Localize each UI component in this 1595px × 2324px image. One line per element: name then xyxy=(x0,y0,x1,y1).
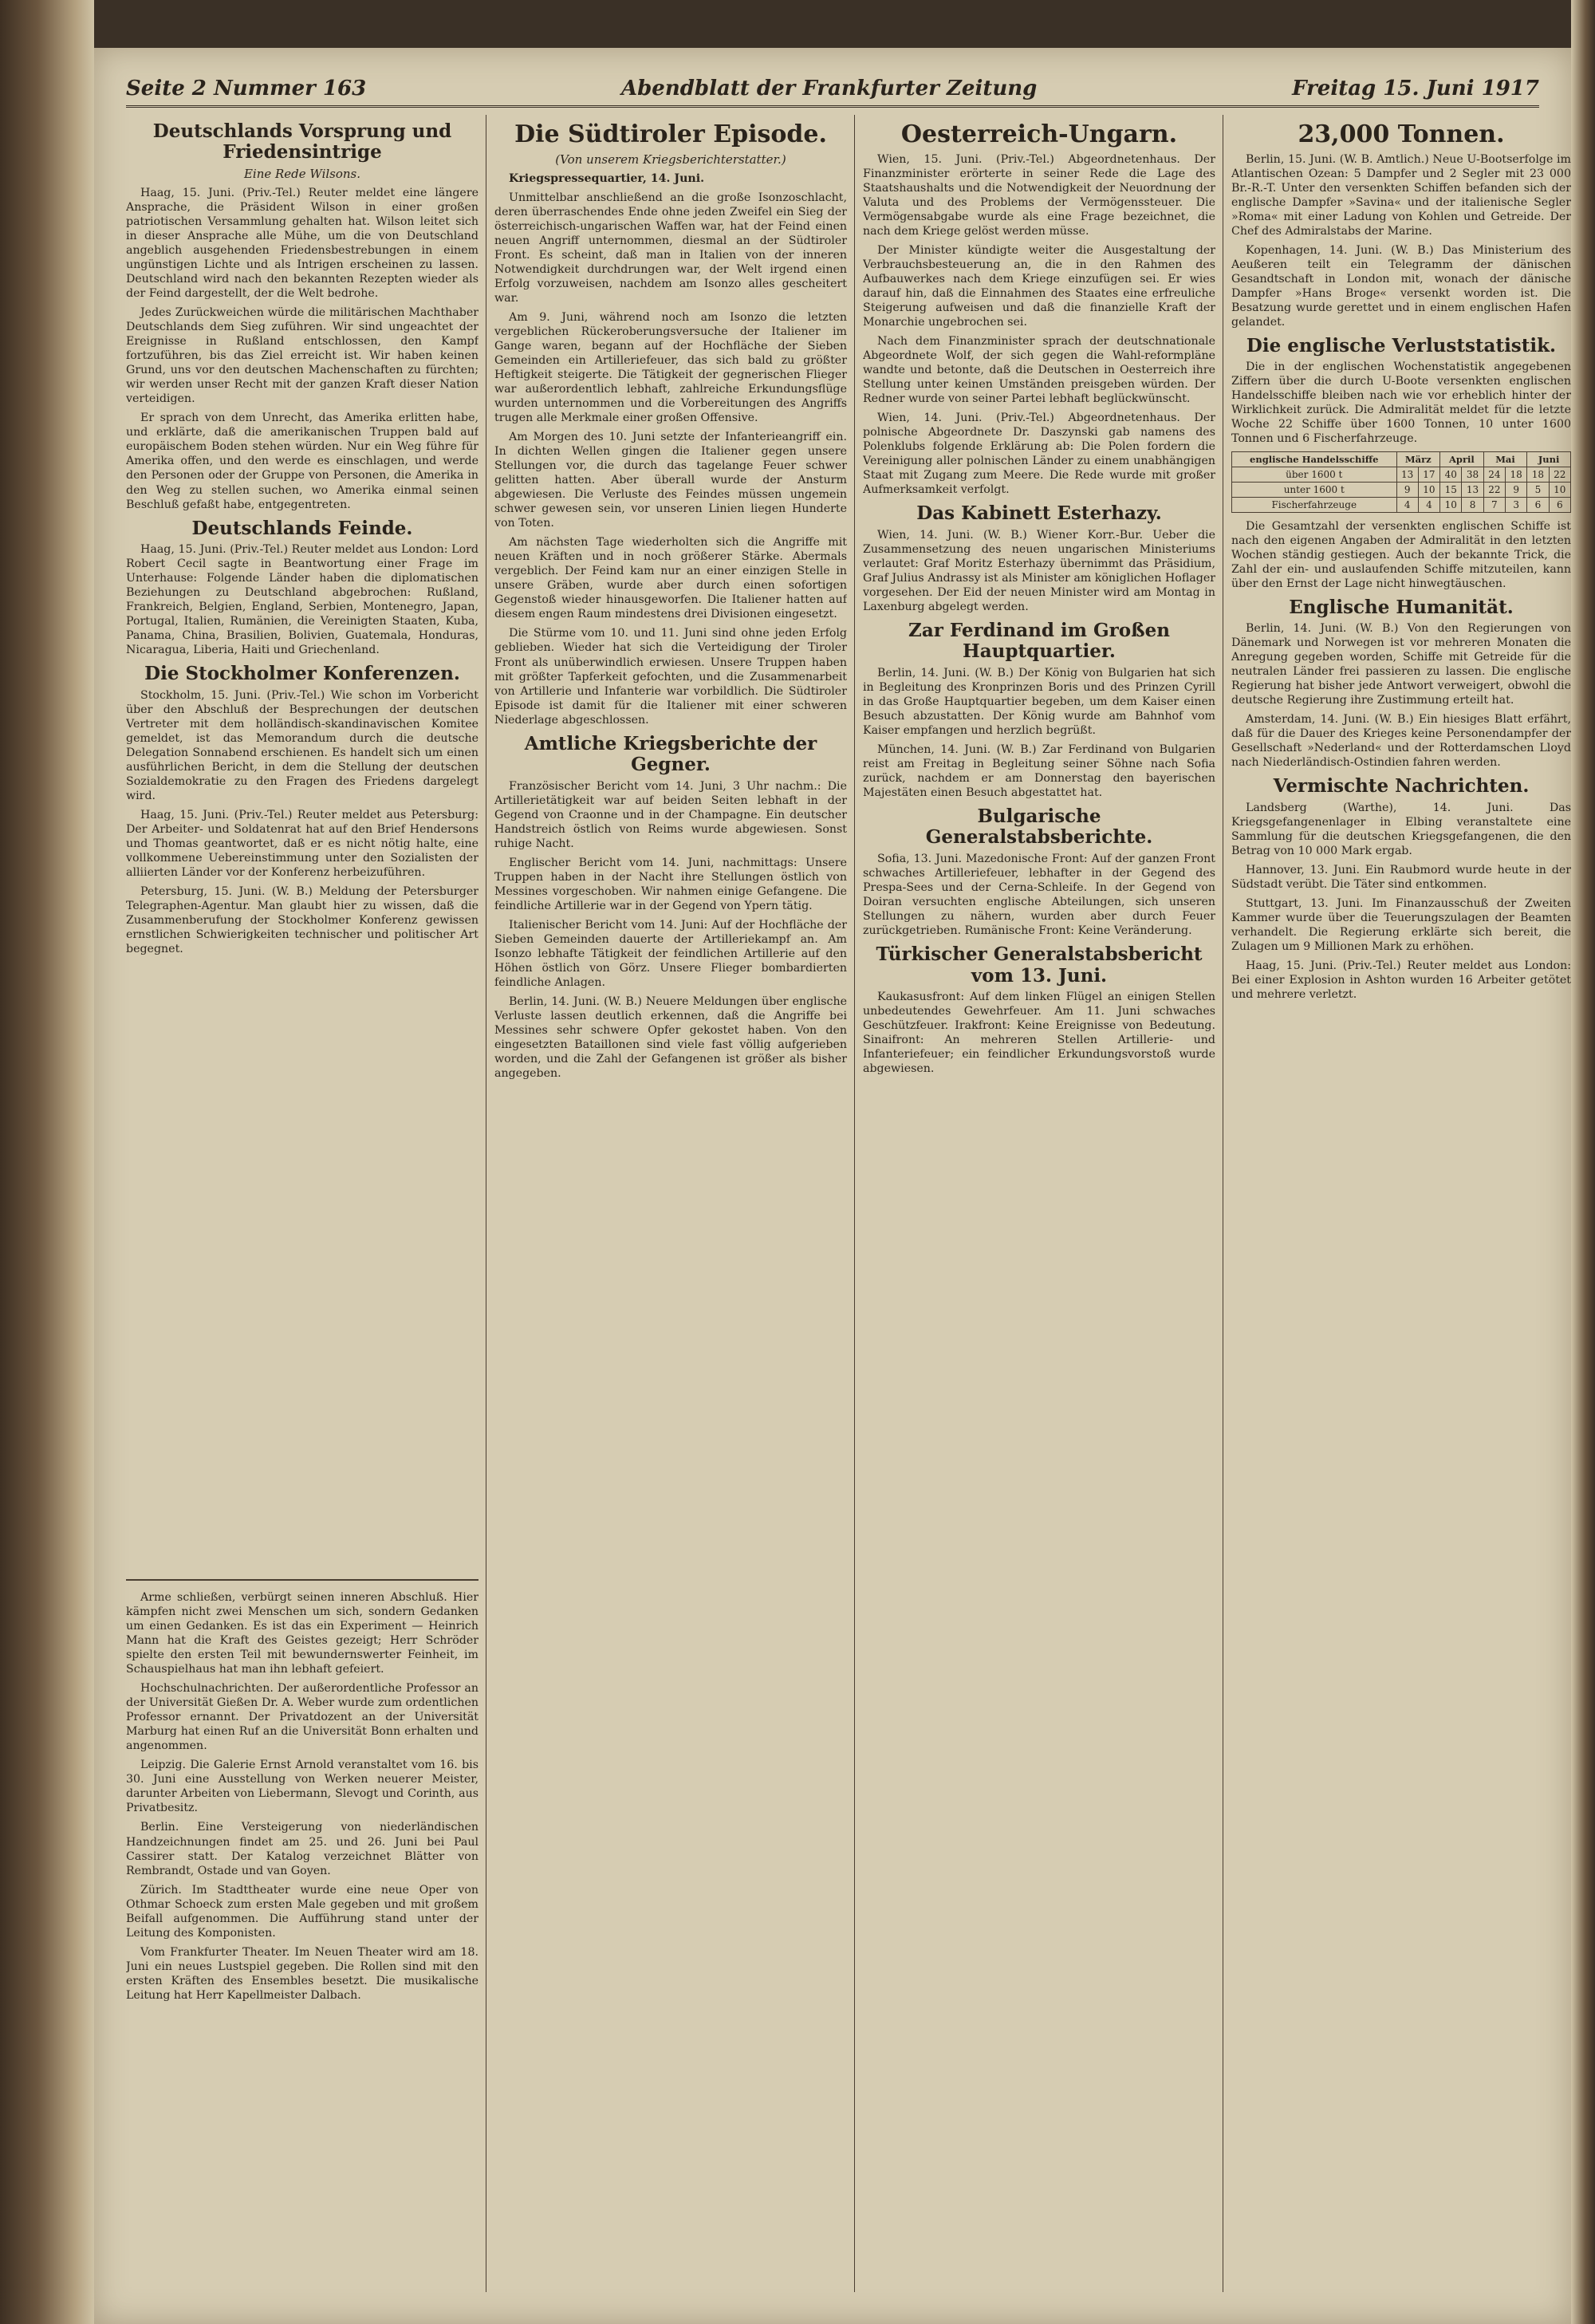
article-paragraph: Italienischer Bericht vom 14. Juni: Auf der Hochfläche der Sieben Gemeinden dauerte der Artilleriekampf an. Am Isonzo lebhafte Tätigkeit der feindlichen Artillerie auf den Höhen östlich von Görz. Unsere Flieger bombardierten feindliche Anlagen. xyxy=(494,918,847,989)
page-edge xyxy=(1571,0,1595,2324)
table-cell: 4 xyxy=(1396,497,1418,512)
headline-humanitaet: Englische Humanität. xyxy=(1289,596,1514,618)
column-3 xyxy=(863,115,1215,2292)
headline-zar: Zar Ferdinand im Großen Hauptquartier. xyxy=(908,619,1170,663)
table-cell: 13 xyxy=(1462,482,1483,497)
table-cell: 40 xyxy=(1440,467,1462,482)
table-cell: 8 xyxy=(1462,497,1483,512)
article-paragraph: Der Minister kündigte weiter die Ausgestaltung der Verbrauchsbesteuerung an, die in den Rahmen des Aufbauwerkes nach dem Kriege einzufügen sei. Er wies darauf hin, daß die Einnahmen des Staates eine erfreuliche Steigerung aufweisen und daß die finanzielle Kraft der Monarchie ungebrochen sei. xyxy=(863,243,1215,329)
table-cell: 7 xyxy=(1483,497,1505,512)
table-cell: 10 xyxy=(1549,482,1570,497)
table-header: englische Handelsschiffe xyxy=(1232,451,1397,467)
article-paragraph: Am nächsten Tage wiederholten sich die Angriffe mit neuen Kräften und in noch größerer Stärke. Abermals vergeblich. Der Feind kam nur an einer einzigen Stelle in unsere Gräben, wurde aber durch einen sofortigen Gegenstoß wieder hinausgeworfen. Die Italiener hatten auf diesem engen Raum mindestens drei Divisionen eingesetzt. xyxy=(494,536,847,621)
article-paragraph: Am Morgen des 10. Juni setzte der Infanterieangriff ein. In dichten Wellen gingen die Italiener gegen unsere Stellungen vor, die durch das tagelange Feuer schwer gelitten hatten. Aber überall wurde der Ansturm abgewiesen. Die Verluste des Feindes müssen ungemein schwer gewesen sein, vor unseren Linien liegen Hunderte von Toten. xyxy=(494,431,847,530)
article-paragraph: Wien, 15. Juni. (Priv.-Tel.) Abgeordnetenhaus. Der Finanzminister erörterte in seiner Rede die Lage des Staatshaushalts und die Notwendigkeit der Neuordnung der Valuta und des Problems der Vermögenssteuer. Die Vermögensabgabe wurde als eine Frage bezeichnet, die nach dem Kriege gelöst werden müsse. xyxy=(863,152,1215,238)
table-cell: 9 xyxy=(1505,482,1526,497)
headline-kabinett: Das Kabinett Esterhazy. xyxy=(916,502,1162,525)
table-cell: 22 xyxy=(1483,482,1505,497)
table-cell: über 1600 t xyxy=(1232,467,1397,482)
article-paragraph: Kopenhagen, 14. Juni. (W. B.) Das Ministerium des Aeußeren teilt ein Telegramm der dänischen Gesandtschaft in London mit, wonach der dänische Dampfer »Hans Broge« versenkt worden ist. Die Besatzung wurde gerettet und in einem englischen Hafen gelandet. xyxy=(1231,243,1571,329)
article-paragraph: Stuttgart, 13. Juni. Im Finanzausschuß der Zweiten Kammer wurde über die Teuerungszulagen der Beamten verhandelt. Die Regierung erklärte sich bereit, die Zulagen um 9 Millionen Mark zu erhöhen. xyxy=(1231,897,1571,954)
table-row xyxy=(1232,497,1571,512)
header-left: Seite 2 Nummer 163 xyxy=(126,77,367,100)
article-paragraph: Nach dem Finanzminister sprach der deutschnationale Abgeordnete Wolf, der sich gegen die Wahl-reformpläne wandte und betonte, daß die Deutschen in Oesterreich ihre Stellung unter keinen Umständen preisgeben würden. Der Redner wurde von seiner Partei lebhaft beglückwünscht. xyxy=(863,334,1215,405)
table-row xyxy=(1232,482,1571,497)
article-paragraph: Am 9. Juni, während noch am Isonzo die letzten vergeblichen Rückeroberungsversuche der Italiener im Gange waren, begann auf der Hochfläche der Sieben Gemeinden ein Artilleriefeuer, das sich bald zu größter Heftigkeit steigerte. Die Tätigkeit der gegnerischen Flieger war außerordentlich lebhaft, zahlreiche Erkundungsflüge wurden unternommen und die Vorbereitungen des Angriffs trugen alle Merkmale einer großen Offensive. xyxy=(494,310,847,424)
article-paragraph: Die Stürme vom 10. und 11. Juni sind ohne jeden Erfolg geblieben. Wieder hat sich die Verteidigung der Tiroler Front als unüberwindlich erwiesen. Unsere Truppen haben mit größter Tapferkeit gefochten, und die Zusammenarbeit von Artillerie und Infanterie war vorbildlich. Die Südtiroler Episode ist damit für die Italiener mit einer schweren Niederlage abgeschlossen. xyxy=(494,627,847,727)
article-paragraph: Unmittelbar anschließend an die große Isonzoschlacht, deren überraschendes Ende ohne jeden Zweifel ein Sieg der österreichisch-ungarischen Waffen war, hat der Feind einen neuen Angriff unternommen, diesmal an der Südtiroler Front. Es scheint, daß man in Italien von der inneren Notwendigkeit durchdrungen war, der Welt irgend einen Erfolg vorzuweisen, nachdem am Isonzo alles gescheitert war. xyxy=(494,191,847,305)
headline-stockholm: Die Stockholmer Konferenzen. xyxy=(144,663,460,685)
article-paragraph: Amsterdam, 14. Juni. (W. B.) Ein hiesiges Blatt erfährt, daß für die Dauer des Krieges keine Personendampfer der Gesellschaft »Nederland« und der Rotterdamschen Lloyd nach Niederländisch-Ostindien fahren werden. xyxy=(1231,713,1571,770)
table-cell: 3 xyxy=(1505,497,1526,512)
article-paragraph: München, 14. Juni. (W. B.) Zar Ferdinand von Bulgarien reist am Freitag in Begleitung seiner Söhne nach Sofia zurück, nachdem er am Donnerstag den bayerischen Majestäten einen Besuch abgestattet hat. xyxy=(863,742,1215,799)
article-paragraph: Haag, 15. Juni. (Priv.-Tel.) Reuter meldet aus London: Bei einer Explosion in Ashton wurden 16 Arbeiter getötet und mehrere verletzt. xyxy=(1231,959,1571,1002)
table-cell: 10 xyxy=(1440,497,1462,512)
table-cell: Fischerfahrzeuge xyxy=(1232,497,1397,512)
table-cell: 6 xyxy=(1527,497,1549,512)
article-paragraph: Er sprach von dem Unrecht, das Amerika erlitten habe, und erklärte, daß die amerikanischen Truppen bald auf europäischem Boden stehen würden. Nur ein Weg führe für Amerika offen, und den werde es einschlagen, und werde den Personen oder der Gruppe von Personen, die Amerika in den Weg zu stellen suchen, wo Amerika einmal seinen Beschluß gefaßt habe, entgegentreten. xyxy=(126,412,478,511)
article-paragraph: Berlin, 14. Juni. (W. B.) Von den Regierungen von Dänemark und Norwegen ist vor mehreren Monaten die Anregung gegeben worden, Schiffe mit Getreide für die neutralen Länder frei passieren zu lassen. Die englische Regierung hat bisher jede Antwort verweigert, obwohl die deutsche Regierung ihre Zustimmung erteilt hat. xyxy=(1231,622,1571,707)
article-paragraph: Vom Frankfurter Theater. Im Neuen Theater wird am 18. Juni ein neues Lustspiel gegeben. Die Rollen sind mit den ersten Kräften des Ensembles besetzt. Die musikalische Leitung hat Herr Kapellmeister Dalbach. xyxy=(126,1945,478,2002)
article-paragraph: Jedes Zurückweichen würde die militärischen Machthaber Deutschlands dem Sieg zuführen. Wir sind ungeachtet der Ereignisse in Rußland entschlossen, den Kampf fortzuführen, bis das Ziel erreicht ist. Wir haben keinen Grund, uns vor den deutschen Machenschaften zu fürchten; wir werden unser Recht mit der ganzen Kraft dieser Nation verteidigen. xyxy=(126,306,478,406)
table-cell: unter 1600 t xyxy=(1232,482,1397,497)
header-center: Abendblatt der Frankfurter Zeitung xyxy=(620,77,1038,100)
headline-bulgarisch: Bulgarische Generalstabsberichte. xyxy=(925,806,1153,849)
article-paragraph: Sofia, 13. Juni. Mazedonische Front: Auf der ganzen Front schwaches Artilleriefeuer, lebhafter in der Gegend des Prespa-Sees und der Cerna-Schleife. In der Gegend von Doiran versuchten englische Abteilungen, sich unseren Stellungen zu nähern, wurden aber durch Feuer zurückgetrieben. Rumänische Front: Keine Veränderung. xyxy=(863,852,1215,938)
headline-feinde: Deutschlands Feinde. xyxy=(191,517,413,539)
subheadline: (Von unserem Kriegsberichterstatter.) xyxy=(555,152,786,167)
newspaper-page xyxy=(94,48,1571,2324)
header-right: Freitag 15. Juni 1917 xyxy=(1292,77,1539,100)
article-paragraph: Berlin, 15. Juni. (W. B. Amtlich.) Neue U-Bootserfolge im Atlantischen Ozean: 5 Dampfer und 2 Segler mit 23 000 Br.-R.-T. Unter den versenkten Schiffen befanden sich der englische Dampfer »Savina« und der italienische Segler »Roma« mit einer Ladung von Kohlen und Getreide. Der Chef des Admiralstabs der Marine. xyxy=(1231,152,1571,238)
table-header: Mai xyxy=(1483,451,1527,467)
article-paragraph: Hannover, 13. Juni. Ein Raubmord wurde heute in der Südstadt verübt. Die Täter sind entkommen. xyxy=(1231,863,1571,891)
article-paragraph: Berlin, 14. Juni. (W. B.) Neuere Meldungen über englische Verluste lassen deutlich erkennen, daß die Angriffe bei Messines sehr schwere Opfer gekostet haben. Von den eingesetzten Bataillonen sind viele fast völlig aufgerieben worden, und die Zahl der Gefangenen ist größer als bisher angegeben. xyxy=(494,995,847,1081)
article-paragraph: Arme schließen, verbürgt seinen inneren Abschluß. Hier kämpfen nicht zwei Menschen um sich, sondern Gedanken um einen Gedanken. Es ist das ein Experiment — Heinrich Mann hat die Kraft des Geistes gezeigt; Herr Schröder spielte den ersten Teil mit bewundernswerter Feinheit, im Schauspielhaus hat man ihn lebhaft gefeiert. xyxy=(126,1591,478,1676)
table-cell: 17 xyxy=(1418,467,1439,482)
table-cell: 18 xyxy=(1527,467,1549,482)
table-cell: 22 xyxy=(1549,467,1570,482)
table-header: Juni xyxy=(1527,451,1571,467)
article-paragraph: Hochschulnachrichten. Der außerordentliche Professor an der Universität Gießen Dr. A. Weber wurde zum ordentlichen Professor ernannt. Der Privatdozent an der Universität Marburg hat einen Ruf an die Universität Bonn erhalten und angenommen. xyxy=(126,1682,478,1753)
table-cell: 4 xyxy=(1418,497,1439,512)
article-paragraph: Haag, 15. Juni. (Priv.-Tel.) Reuter meldet eine längere Ansprache, die Präsident Wilson in einer großen patriotischen Versammlung gehalten hat. Wilson leitet sich in dieser Ansprache alle Mühe, um die von Deutschland angeblich ausgehenden Friedensbestrebungen in einem ungünstigen Lichte und als Intrigen erscheinen zu lassen. Deutschland wird nach den bekannten Rezepten wieder als der Feind dargestellt, der die Welt bedrohe. xyxy=(126,186,478,301)
table-cell: 15 xyxy=(1440,482,1462,497)
headline-suedtirol: Die Südtiroler Episode. xyxy=(514,120,827,148)
article-paragraph: Englischer Bericht vom 14. Juni, nachmittags: Unsere Truppen haben in der Nacht ihre Stellungen östlich von Messines vorgeschoben. Wir nahmen einige Gefangene. Die feindliche Artillerie war in der Gegend von Ypern tätig. xyxy=(494,856,847,912)
article-paragraph: Leipzig. Die Galerie Ernst Arnold veranstaltet vom 16. bis 30. Juni eine Ausstellung von Werken neuerer Meister, darunter Arbeiten von Liebermann, Slevogt und Corinth, aus Privatbesitz. xyxy=(126,1759,478,1815)
article-paragraph: Zürich. Im Stadttheater wurde eine neue Oper von Othmar Schoeck zum ersten Male gegeben und mit großem Beifall aufgenommen. Die Aufführung stand unter der Leitung des Komponisten. xyxy=(126,1883,478,1940)
running-head xyxy=(126,69,1539,108)
column-divider xyxy=(126,1579,478,1581)
loss-table xyxy=(1231,451,1571,513)
table-cell: 9 xyxy=(1396,482,1418,497)
table-row xyxy=(1232,467,1571,482)
headline-oesterreich: Oesterreich-Ungarn. xyxy=(900,120,1178,148)
article-paragraph: Französischer Bericht vom 14. Juni, 3 Uhr nachm.: Die Artillerietätigkeit war auf beiden Seiten lebhaft in der Gegend von Craonne und in der Champagne. Ein deutscher Handstreich östlich von Reims wurde abgewiesen. Sonst ruhige Nacht. xyxy=(494,779,847,850)
article-paragraph: Wien, 14. Juni. (Priv.-Tel.) Abgeordnetenhaus. Der polnische Abgeordnete Dr. Daszynski gab namens des Polenklubs folgende Erklärung ab: Die Polen fordern die Vereinigung aller polnischen Länder zu einem unabhängigen Staat mit Zugang zum Meere. Die Rede wurde mit großer Aufmerksamkeit verfolgt. xyxy=(863,412,1215,497)
article-paragraph: Berlin, 14. Juni. (W. B.) Der König von Bulgarien hat sich in Begleitung des Kronprinzen Boris und des Prinzen Cyrill in das Große Hauptquartier begeben, um dem Kaiser einen Besuch abzustatten. Der König wurde am Bahnhof vom Kaiser empfangen und herzlich begrüßt. xyxy=(863,666,1215,737)
table-cell: 13 xyxy=(1396,467,1418,482)
subheadline: Eine Rede Wilsons. xyxy=(243,166,361,181)
headline-vermischte: Vermischte Nachrichten. xyxy=(1273,775,1530,798)
headline-kriegsberichte: Amtliche Kriegsberichte der Gegner. xyxy=(524,732,817,776)
article-paragraph: Petersburg, 15. Juni. (W. B.) Meldung der Petersburger Telegraphen-Agentur. Man glaubt hier zu wissen, daß die Zusammenberufung der Stockholmer Konferenz gewissen ernstlichen Schwierigkeiten technischer und politischer Art begegnet. xyxy=(126,885,478,956)
article-paragraph: Die in der englischen Wochenstatistik angegebenen Ziffern über die durch U-Boote versenkten englischen Handelsschiffe bleiben nach wie vor erheblich hinter der Wirklichkeit zurück. Die Admiralität meldet für die letzte Woche 22 Schiffe über 1600 Tonnen, 10 unter 1600 Tonnen und 6 Fischerfahrzeuge. xyxy=(1231,360,1571,446)
article-paragraph: Wien, 14. Juni. (W. B.) Wiener Korr.-Bur. Ueber die Zusammensetzung des neuen ungarischen Ministeriums verlautet: Graf Moritz Esterhazy übernimmt das Präsidium, Graf Julius Andrassy ist als Minister am königlichen Hoflager vorgesehen. Der Eid der neuen Minister wird am Montag in Laxenburg abgelegt werden. xyxy=(863,528,1215,613)
article-paragraph: Die Gesamtzahl der versenkten englischen Schiffe ist nach den eigenen Angaben der Admiralität in den letzten Wochen ständig gestiegen. Auch der bekannte Trick, die Zahl der ein- und auslaufenden Schiffe mitzuteilen, kann über den Ernst der Lage nicht hinwegtäuschen. xyxy=(1231,519,1571,590)
headline-verluststatistik: Die englische Verluststatistik. xyxy=(1246,334,1557,356)
table-header: März xyxy=(1396,451,1440,467)
article-paragraph: Haag, 15. Juni. (Priv.-Tel.) Reuter meldet aus Petersburg: Der Arbeiter- und Soldatenrat hat auf den Brief Hendersons und Thomas geantwortet, daß er es nicht nötig halte, eine vollkommene Uebereinstimmung unter den Sozialisten der alliierten Länder vor der Konferenz herbeizuführen. xyxy=(126,808,478,880)
article-paragraph: Stockholm, 15. Juni. (Priv.-Tel.) Wie schon im Vorbericht über den Abschluß der Besprechungen der deutschen Vertreter mit dem holländisch-skandinavischen Komitee gemeldet, ist das Memorandum durch die deutsche Delegation Sonnabend erschienen. Es handelt sich um einen ausführlichen Bericht, in dem die Stellung der deutschen Sozialdemokratie zu den Fragen des Friedens dargelegt wird. xyxy=(126,688,478,802)
columns xyxy=(126,115,1571,2292)
article-paragraph: Haag, 15. Juni. (Priv.-Tel.) Reuter meldet aus London: Lord Robert Cecil sagte in Beantwortung einer Frage im Unterhause: Folgende Länder haben die diplomatischen Beziehungen zu Deutschland abgebrochen: Rußland, Frankreich, Belgien, England, Serbien, Montenegro, Japan, Portugal, Italien, Rumänien, die Vereinigten Staaten, Kuba, Panama, China, Brasilien, Bolivien, Guatemala, Honduras, Nicaragua, Liberia, Haiti und Griechenland. xyxy=(126,543,478,657)
column-2 xyxy=(494,115,847,2292)
table-cell: 6 xyxy=(1549,497,1570,512)
article-paragraph: Kaukasusfront: Auf dem linken Flügel an einigen Stellen unbedeutendes Gewehrfeuer. Am 11. Juni schwaches Geschützfeuer. Irakfront: Keine Ereignisse von Bedeutung. Sinaifront: An mehreren Stellen Artillerie- und Infanteriefeuer; ein feindlicher Erkundungsvorstoß wurde abgewiesen. xyxy=(863,990,1215,1076)
headline-tuerkisch: Türkischer Generalstabsbericht vom 13. Juni. xyxy=(876,943,1203,987)
table-header: April xyxy=(1440,451,1484,467)
article-paragraph: Landsberg (Warthe), 14. Juni. Das Kriegsgefangenenlager in Elbing veranstaltete eine Sammlung für die deutschen Kriegsgefangenen, die den Betrag von 10 000 Mark ergab. xyxy=(1231,801,1571,857)
table-cell: 10 xyxy=(1418,482,1439,497)
feuilleton xyxy=(126,1590,478,2292)
dateline: Kriegspressequartier, 14. Juni. xyxy=(509,171,705,185)
book-binding xyxy=(0,0,94,2324)
table-cell: 38 xyxy=(1462,467,1483,482)
table-cell: 24 xyxy=(1483,467,1505,482)
headline-wilson: Deutschlands Vorsprung und Friedensintrige xyxy=(152,120,452,163)
article-paragraph: Berlin. Eine Versteigerung von niederländischen Handzeichnungen findet am 25. und 26. Juni bei Paul Cassirer statt. Der Katalog verzeichnet Blätter von Rembrandt, Ostade und van Goyen. xyxy=(126,1821,478,1877)
table-cell: 18 xyxy=(1505,467,1526,482)
headline-tonnen: 23,000 Tonnen. xyxy=(1298,120,1505,148)
column-4 xyxy=(1231,115,1571,2292)
column-rule xyxy=(854,115,855,2292)
table-cell: 5 xyxy=(1527,482,1549,497)
column-1 xyxy=(126,115,478,1566)
